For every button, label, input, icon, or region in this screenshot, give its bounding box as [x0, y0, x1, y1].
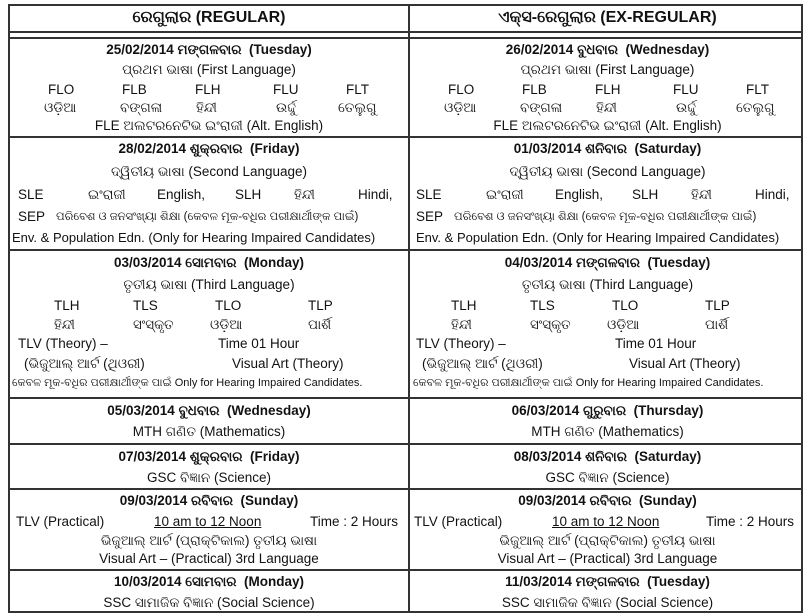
day-text: (Saturday) [634, 141, 702, 156]
lang-name: English, [157, 187, 206, 202]
subject-title: ଦ୍ୱିତୀୟ ଭାଷା (Second Language) [110, 164, 308, 179]
code: SLE [18, 187, 44, 202]
date-text: 09/03/2014 ରବିବାର [518, 493, 632, 508]
session-date [410, 403, 805, 419]
visual-art-theory: Visual Art (Theory) [629, 356, 741, 371]
lang-name: ବଙ୍ଗଳା [120, 100, 163, 115]
lang-name: ଓଡ଼ିଆ [607, 317, 640, 332]
duration: Time : 2 Hours [310, 514, 399, 529]
subject-title: SSC ସାମାଜିକ ବିଜ୍ଞାନ (Social Science) [501, 595, 714, 610]
sep-english: Env. & Population Edn. (Only for Hearing Impaired Candidates) [416, 230, 780, 245]
date-text: 07/03/2014 ଶୁକ୍ରବାର [118, 449, 243, 464]
date-text: 26/02/2014 ବୁଧବାର [505, 42, 618, 57]
day-text: (Wednesday) [226, 403, 311, 418]
subject-title: GSC ବିଜ୍ଞାନ (Science) [146, 470, 271, 485]
session-date [10, 255, 408, 271]
sep-english: Env. & Population Edn. (Only for Hearing Impaired Candidates) [12, 230, 376, 245]
code: FLO [48, 82, 75, 97]
code: TLS [133, 298, 158, 313]
day-text: (Sunday) [240, 493, 299, 508]
day-text: (Monday) [244, 574, 305, 589]
visual-art-odia: ଭିଜୁଆଲ୍ ଆର୍ଟ (ପ୍ରାକ୍ଟିକାଲ) ତୃତୀୟ ଭାଷା [100, 533, 318, 548]
lang-name: ପାର୍ଶି [705, 317, 729, 332]
lang-name: ହିନ୍ଦୀ [196, 100, 217, 115]
duration: Time : 2 Hours [706, 514, 795, 529]
session-date [410, 255, 805, 271]
lang-name: ହିନ୍ଦୀ [691, 187, 712, 202]
code: SEP [416, 209, 444, 224]
lang-name: ହିନ୍ଦୀ [596, 100, 617, 115]
session-date [410, 141, 805, 157]
day-text: (Saturday) [634, 449, 702, 464]
session-date [410, 449, 805, 465]
duration: Time 01 Hour [218, 336, 300, 351]
visual-art-english: Visual Art – (Practical) 3rd Language [497, 551, 718, 566]
alt-english: FLE ଅଲଟରନେଟିଭ ଇଂରାଜୀ (Alt. English) [493, 118, 722, 133]
code: SLE [416, 187, 442, 202]
code: TLP [308, 298, 333, 313]
subject-title: SSC ସାମାଜିକ ବିଜ୍ଞାନ (Social Science) [103, 595, 315, 610]
lang-name: ତେଲୁଗୁ [338, 100, 377, 115]
date-text: 28/02/2014 ଶୁକ୍ରବାର [118, 141, 243, 156]
lang-name: ଓଡ଼ିଆ [444, 100, 477, 115]
lang-name: ଉର୍ଦ୍ଦୁ [676, 100, 697, 115]
subject-title: MTH ଗଣିତ (Mathematics) [132, 424, 286, 439]
code: FLU [673, 82, 699, 97]
ex-regular-header: ଏକ୍ସ-ରେଗୁଲାର (EX-REGULAR) [498, 9, 717, 26]
code: FLB [522, 82, 547, 97]
regular-header: ରେଗୁଲାର (REGULAR) [132, 9, 286, 26]
session-date [10, 574, 408, 590]
day-text: (Friday) [250, 141, 300, 156]
day-text: (Monday) [244, 255, 305, 270]
lang-name: ଓଡ଼ିଆ [44, 100, 77, 115]
code: TLO [215, 298, 242, 313]
visual-art-theory: Visual Art (Theory) [232, 356, 344, 371]
subject-title: ତୃତୀୟ ଭାଷା (Third Language) [521, 277, 694, 292]
lang-name: Hindi, [755, 187, 790, 202]
session-date [10, 449, 408, 465]
code: FLT [346, 82, 369, 97]
code: TLS [530, 298, 555, 313]
date-text: 05/03/2014 ବୁଧବାର [107, 403, 220, 418]
code: SLH [632, 187, 659, 202]
tlv-theory: TLV (Theory) – [18, 336, 108, 351]
ex-regular-column [410, 6, 805, 611]
lang-name: ତେଲୁଗୁ [736, 100, 775, 115]
exam-schedule-table [8, 4, 803, 613]
lang-name: ଓଡ଼ିଆ [210, 317, 243, 332]
date-text: 03/03/2014 ସୋମବାର [113, 255, 237, 270]
code: SEP [18, 209, 46, 224]
tlv-odia: (ଭିଜୁଆଲ୍ ଆର୍ଟ (ଥିଓରୀ) [422, 356, 543, 371]
code: SLH [235, 187, 262, 202]
lang-name: ଇଂରାଜୀ [486, 187, 524, 202]
hearing-impaired-note: କେବଳ ମୂକ-ବଧିର ପରୀକ୍ଷାର୍ଥୀଙ୍କ ପାଇଁ Only for Hearing Impaired Candidates. [12, 377, 363, 389]
code: FLH [195, 82, 221, 97]
session-date [410, 574, 805, 590]
lang-name: English, [555, 187, 604, 202]
time-range: 10 am to 12 Noon [154, 514, 262, 529]
code: TLH [54, 298, 80, 313]
date-text: 04/03/2014 ମଙ୍ଗଳବାର [504, 255, 640, 270]
tlv-theory: TLV (Theory) – [416, 336, 506, 351]
day-text: (Friday) [250, 449, 300, 464]
time-range: 10 am to 12 Noon [552, 514, 660, 529]
day-text: (Tuesday) [647, 574, 710, 589]
session-date [10, 141, 408, 157]
duration: Time 01 Hour [615, 336, 697, 351]
date-text: 01/03/2014 ଶନିବାର [513, 141, 627, 156]
lang-name: ସଂସ୍କୃତ [133, 317, 174, 332]
tlv-practical: TLV (Practical) [414, 514, 503, 529]
code: TLO [612, 298, 639, 313]
session-date [10, 403, 408, 419]
subject-title: ଦ୍ୱିତୀୟ ଭାଷା (Second Language) [509, 164, 706, 179]
lang-name: ସଂସ୍କୃତ [530, 317, 571, 332]
subject-title: MTH ଗଣିତ (Mathematics) [531, 424, 684, 439]
date-text: 09/03/2014 ରବିବାର [119, 493, 233, 508]
lang-name: ହିନ୍ଦୀ [54, 317, 75, 332]
session-date [410, 493, 805, 509]
sep-odia: ପରିବେଶ ଓ ଜନସଂଖ୍ୟା ଶିକ୍ଷା (କେବଳ ମୂକ-ବଧିର ପରୀକ୍ଷାର୍ଥୀଙ୍କ ପାଇଁ) [454, 211, 757, 223]
hearing-impaired-note: କେବଳ ମୂକ-ବଧିର ପରୀକ୍ଷାର୍ଥୀଙ୍କ ପାଇଁ Only for Hearing Impaired Candidates. [413, 377, 764, 389]
lang-name: ଇଂରାଜୀ [88, 187, 126, 202]
code: TLP [705, 298, 730, 313]
code: FLB [122, 82, 147, 97]
regular-column [10, 6, 408, 611]
day-text: (Sunday) [639, 493, 697, 508]
subject-title: GSC ବିଜ୍ଞାନ (Science) [545, 470, 670, 485]
lang-name: ଉର୍ଦ୍ଦୁ [276, 100, 297, 115]
date-text: 06/03/2014 ଗୁରୁବାର [511, 403, 627, 418]
sep-odia: ପରିବେଶ ଓ ଜନସଂଖ୍ୟା ଶିକ୍ଷା (କେବଳ ମୂକ-ବଧିର ପରୀକ୍ଷାର୍ଥୀଙ୍କ ପାଇଁ) [56, 211, 359, 223]
session-date [10, 42, 408, 58]
subject-title: ତୃତୀୟ ଭାଷା (Third Language) [123, 277, 295, 292]
lang-name: ହିନ୍ଦୀ [451, 317, 472, 332]
subject-title: ପ୍ରଥମ ଭାଷା (First Language) [122, 62, 296, 77]
lang-name: Hindi, [358, 187, 393, 202]
date-text: 11/03/2014 ମଙ୍ଗଳବାର [505, 574, 640, 589]
day-text: (Tuesday) [248, 42, 312, 57]
code: TLH [451, 298, 477, 313]
visual-art-english: Visual Art – (Practical) 3rd Language [99, 551, 319, 566]
code: FLH [595, 82, 621, 97]
date-text: 25/02/2014 ମଙ୍ଗଳବାର [106, 42, 242, 57]
subject-title: ପ୍ରଥମ ଭାଷା (First Language) [520, 62, 695, 77]
session-date [10, 493, 408, 509]
alt-english: FLE ଅଲଟରନେଟିଭ ଇଂରାଜୀ (Alt. English) [94, 118, 324, 133]
day-text: (Tuesday) [647, 255, 711, 270]
day-text: (Thursday) [633, 403, 704, 418]
code: FLU [273, 82, 299, 97]
day-text: (Wednesday) [625, 42, 710, 57]
tlv-odia: (ଭିଜୁଆଲ୍ ଆର୍ଟ (ଥିଓରୀ) [24, 356, 145, 371]
tlv-practical: TLV (Practical) [16, 514, 105, 529]
session-date [410, 42, 805, 58]
date-text: 10/03/2014 ସୋମବାର [113, 574, 237, 589]
date-text: 08/03/2014 ଶନିବାର [513, 449, 627, 464]
lang-name: ବଙ୍ଗଳା [520, 100, 563, 115]
lang-name: ପାର୍ଶି [308, 317, 332, 332]
code: FLT [746, 82, 769, 97]
lang-name: ହିନ୍ଦୀ [294, 187, 315, 202]
code: FLO [448, 82, 475, 97]
visual-art-odia: ଭିଜୁଆଲ୍ ଆର୍ଟ (ପ୍ରାକ୍ଟିକାଲ) ତୃତୀୟ ଭାଷା [499, 533, 716, 548]
